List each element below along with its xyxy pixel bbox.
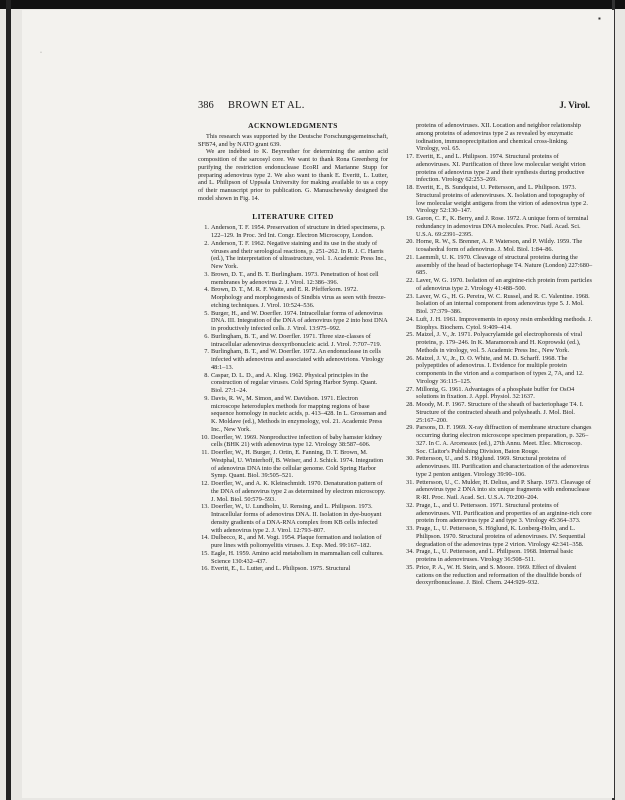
reference-item bbox=[403, 331, 593, 354]
reference-number: 30. bbox=[406, 455, 414, 463]
reference-item bbox=[198, 224, 388, 240]
reference-text: Caspar, D. L. D., and A. Klug. 1962. Physical principles in the construction of regular viruses. Cold Spring Harbor Symp. Quant. Biol. 27:1–24. bbox=[211, 371, 378, 394]
ack-paragraph-2: We are indebted to K. Beyreuther for determining the amino acid composition of the sarcosyl core. We want to thank Rona Greenberg for purifying the restriction endonuclease EcoRI and Marianne Stupp for preparing adenovirus type 2. We also want to thank E. Everitt, L. Lutter, and L. Philipson of Uppsala University for making available to us a copy of their manuscript prior to publication. G. Manuschewsky designed the model shown in Fig. 14. bbox=[198, 148, 388, 202]
reference-text: Everitt, E., and L. Philipson. 1974. Structural proteins of adenoviruses. XI. Purification of three low molecular weight virion proteins of adenovirus type 2 and their synthesis during productive infection. Virology 62:253–269. bbox=[416, 153, 586, 184]
reference-item bbox=[198, 348, 388, 371]
reference-item bbox=[198, 286, 388, 309]
reference-item bbox=[198, 395, 388, 434]
reference-item bbox=[403, 564, 593, 587]
reference-item bbox=[198, 550, 388, 566]
reference-item bbox=[198, 480, 388, 503]
reference-item bbox=[403, 293, 593, 316]
reference-text: Burlingham, B. T., and W. Doerfler. 1972. An endonuclease in cells infected with adenovirus and associated with adenovirions. Virology 48:1–13. bbox=[211, 348, 384, 371]
reference-text: Prage, L., and U. Pettersson. 1971. Structural proteins of adenoviruses. VII. Purification and properties of an arginine-rich core protein from adenovirus type 2 and type 3. Virology 45:364–373. bbox=[416, 501, 592, 525]
reference-text: Doerfler, W., and A. K. Kleinschmidt. 1970. Denaturation pattern of the DNA of adenovirus type 2 as determined by electron microscopy. J. Mol. Biol. 50:579–593. bbox=[211, 480, 386, 503]
reference-text: Luft, J. H. 1961. Improvements in epoxy resin embedding methods. J. Biophys. Biochem. Cytol. 9:409–414. bbox=[416, 315, 593, 331]
reference-list-left bbox=[198, 224, 388, 573]
reference-continuation: proteins of adenoviruses. XII. Location and neighbor relationship among proteins of adenovirus type 2 as revealed by enzymatic iodination, immunoprecipitation and chemical cross-linking. Virology, vol. 65. bbox=[416, 122, 581, 153]
reference-number: 28. bbox=[406, 401, 414, 408]
reference-number: 31. bbox=[406, 478, 414, 486]
reference-item bbox=[198, 449, 388, 480]
right-column bbox=[403, 122, 593, 587]
reference-text: Laver, W. G. 1970. Isolation of an arginine-rich protein from particles of adenovirus type 2. Virology 41:488–500. bbox=[416, 277, 592, 292]
reference-text: Brown, D. T., and B. T. Burlingham. 1973. Penetration of host cell membranes by adenovirus 2. J. Virol. 12:386–396. bbox=[211, 270, 379, 286]
reference-number: 22. bbox=[406, 277, 414, 284]
reference-text: Doerfler, W., U. Lundholm, U. Rensing, and L. Philipson. 1973. Intracellular forms of adenovirus DNA. II. Isolation in dye-buoyant density gradients of a DNA-RNA complex from KB cells infected with adenovirus type 2. J. Virol. 12:793–807. bbox=[211, 503, 382, 534]
reference-number: 25. bbox=[406, 331, 414, 339]
reference-item bbox=[198, 434, 388, 450]
reference-text: Moody, M. F. 1967. Structure of the sheath of bacteriophage T4. I. Structure of the contracted sheath and polysheath. J. Mol. Biol. 25:167–200. bbox=[416, 401, 584, 424]
reference-item bbox=[403, 479, 593, 502]
reference-number: 32. bbox=[406, 501, 414, 509]
reference-item bbox=[403, 455, 593, 478]
reference-item bbox=[403, 153, 593, 184]
reference-text: Eagle, H. 1959. Amino acid metabolism in mammalian cell cultures. Science 130:432–437. bbox=[211, 549, 384, 565]
reference-number: 21. bbox=[406, 253, 414, 261]
reference-item bbox=[198, 310, 388, 333]
reference-number: 16. bbox=[201, 565, 209, 573]
reference-number: 4. bbox=[204, 286, 209, 294]
reference-number: 27. bbox=[406, 385, 414, 393]
reference-number: 33. bbox=[406, 525, 414, 532]
reference-item bbox=[198, 240, 388, 271]
reference-item bbox=[403, 215, 593, 238]
reference-item bbox=[403, 277, 593, 293]
reference-list-right bbox=[403, 153, 593, 587]
page-header bbox=[198, 100, 590, 114]
reference-text: Burger, H., and W. Doerfler. 1974. Intracellular forms of adenovirus DNA. III. Integration of the DNA of adenovirus type 2 into host DNA in productively infected cells. J. Virol. 13:975–992. bbox=[211, 309, 388, 332]
reference-number: 8. bbox=[204, 371, 209, 379]
reference-text: Prage, L., U. Pettersson, S. Höglund, K. Lonberg-Holm, and L. Philipson. 1970. Structural proteins of adenoviruses. IV. Sequential degradation of the adenovirus type 2 virion. Virology 42:341–358. bbox=[416, 525, 586, 548]
reference-number: 11. bbox=[201, 449, 209, 456]
corner-mark-top-right: ▪ bbox=[598, 14, 601, 23]
scan-top-edge bbox=[0, 0, 625, 9]
reference-item bbox=[403, 525, 593, 548]
reference-text: Dulbecco, R., and M. Vogt. 1954. Plaque formation and isolation of pure lines with poliomyelitis viruses. J. Exp. Med. 99:167–182. bbox=[211, 534, 382, 549]
reference-item bbox=[403, 548, 593, 564]
reference-item bbox=[198, 534, 388, 550]
reference-number: 20. bbox=[406, 238, 414, 246]
reference-text: Horne, R. W., S. Brenner, A. P. Waterson, and P. Wildy. 1959. The icosahedral form of adenovirus. J. Mol. Biol. 1:84–86. bbox=[416, 238, 583, 253]
reference-number: 35. bbox=[406, 563, 414, 571]
running-head-authors: BROWN ET AL. bbox=[228, 100, 305, 111]
reference-text: Doerfler, W., H. Burger, J. Ortin, E. Fanning, D. T. Brown, M. Westphal, U. Winterhoff, B. Weiser, and J. Schick. 1974. Integration of adenovirus DNA into the cellular genome. Cold Spring Harbor Symp. Quant. Biol. 39:505–521. bbox=[211, 449, 384, 480]
ack-paragraph-1: This research was supported by the Deutsche Forschungsgemeinschaft, SFB74, and by NATO grant 639. bbox=[198, 132, 388, 148]
reference-number: 19. bbox=[406, 215, 414, 222]
reference-item bbox=[403, 238, 593, 254]
reference-number: 6. bbox=[204, 332, 209, 340]
reference-number: 34. bbox=[406, 548, 414, 556]
reference-text: Laver, W. G., H. G. Pereira, W. C. Russel, and R. C. Valentine. 1968. Isolation of an internal component from adenovirus type 5. J. Mol. Biol. 37:379–386. bbox=[416, 292, 590, 315]
reference-text: Anderson, T. F. 1962. Negative staining and its use in the study of viruses and their serological reactions, p. 251–262. In R. J. C. Harris (ed.), The interpretation of ultrastructure, vol. 1. Academic Press Inc., New York. bbox=[211, 239, 387, 270]
reference-item bbox=[198, 565, 388, 573]
reference-text: Prage, L., U. Pettersson, and L. Philipson. 1968. Internal basic proteins in adenoviruses. Virology 36:508–511. bbox=[416, 548, 574, 563]
acknowledgments-title: ACKNOWLEDGMENTS bbox=[248, 121, 338, 130]
reference-number: 24. bbox=[406, 315, 414, 323]
left-column bbox=[198, 122, 388, 573]
reference-number: 5. bbox=[204, 309, 209, 317]
reference-number: 23. bbox=[406, 292, 414, 300]
reference-text: Anderson, T. F. 1954. Preservation of structure in dried specimens, p. 122–129. In Proc. 3rd Int. Congr. Electron Microscopy, London. bbox=[211, 224, 386, 239]
reference-text: Doerfler, W. 1969. Nonproductive infection of baby hamster kidney cells (BHK 21) with adenovirus type 12. Virology 38:587–606. bbox=[211, 433, 382, 449]
reference-text: Parsons, D. F. 1969. X-ray diffraction of membrane structure changes occurring during electron microscope specimen preparation, p. 326–327. In C. A. Arceneaux (ed.), 27th Annu. Meet. Elec. Microscop. Soc. Claitor's Publishing Division, Baton Rouge. bbox=[416, 424, 592, 455]
speck-top-left: · bbox=[40, 50, 42, 56]
reference-text: Maizel, J. V., Jr. 1971. Polyacrylamide gel electrophoresis of viral proteins, p. 179–246. In K. Maramorosh and H. Koprowski (ed.), Methods in virology, vol. 5. Academic Press Inc., New York. bbox=[416, 331, 583, 354]
reference-item bbox=[198, 333, 388, 349]
reference-item bbox=[403, 184, 593, 215]
journal-name: J. Virol. bbox=[559, 100, 590, 110]
reference-number: 3. bbox=[204, 270, 209, 278]
reference-number: 13. bbox=[201, 503, 209, 511]
reference-number: 14. bbox=[201, 534, 209, 542]
reference-item bbox=[403, 355, 593, 386]
reference-number: 17. bbox=[406, 153, 414, 160]
reference-item bbox=[198, 372, 388, 395]
reference-text: Pettersson, U., and S. Höglund. 1969. Structural proteins of adenoviruses. III. Purification and characterization of the adenovirus type 2 penton antigen. Virology 39:90–106. bbox=[416, 455, 589, 478]
reference-item bbox=[403, 386, 593, 402]
literature-title: LITERATURE CITED bbox=[252, 211, 334, 221]
reference-text: Maizel, J. V., Jr., D. O. White, and M. D. Scharff. 1968. The polypeptides of adenovirus. I. Evidence for multiple protein components in the virion and a comparison of types 2, 7A, and 12. Virology 36:115–125. bbox=[416, 354, 584, 385]
reference-number: 10. bbox=[201, 433, 209, 441]
reference-text: Brown, D. T., M. R. F. Waite, and E. R. Pfefferkorn. 1972. Morphology and morphogenesis of Sindbis virus as seen with freeze-etching techniques. J. Virol. 10:524–536. bbox=[211, 286, 386, 309]
reference-item bbox=[403, 502, 593, 525]
reference-text: Everitt, E., B. Sundquist, U. Pettersson, and L. Philipson. 1973. Structural proteins of adenoviruses. X. Isolation and topography of low molecular weight antigens from the virion of adenovirus type 2. Virology 52:130–147. bbox=[416, 184, 588, 215]
reference-item bbox=[403, 401, 593, 424]
reference-number: 26. bbox=[406, 354, 414, 362]
reference-item bbox=[403, 254, 593, 277]
reference-item bbox=[403, 424, 593, 455]
reference-text: Pettersson, U., C. Mulder, H. Delius, and P. Sharp. 1973. Cleavage of adenovirus type 2 DNA into six unique fragments with endonuclease R·RI. Proc. Natl. Acad. Sci. U.S.A. 70:200–204. bbox=[416, 478, 591, 501]
reference-number: 15. bbox=[201, 549, 209, 557]
reference-number: 1. bbox=[204, 224, 209, 232]
reference-item bbox=[198, 271, 388, 287]
reference-text: Garon, C. F., K. Berry, and J. Rose. 1972. A unique form of terminal redundancy in adenovirus DNA molecules. Proc. Natl. Acad. Sci. U.S.A. 69:2391–2395. bbox=[416, 215, 589, 238]
reference-text: Davis, R. W., M. Simon, and W. Davidson. 1971. Electron microscope heteroduplex methods for mapping regions of base sequence homology in nucleic acids, p. 413–428. In L. Grossman and K. Moldave (ed.), Methods in enzymology, vol. 21. Academic Press Inc., New York. bbox=[211, 394, 387, 433]
reference-number: 12. bbox=[201, 480, 209, 487]
reference-number: 7. bbox=[204, 348, 209, 356]
reference-number: 2. bbox=[204, 239, 209, 247]
reference-text: Price, P. A., W. H. Stein, and S. Moore. 1969. Effect of divalent cations on the reduction and reformation of the disulfide bonds of deoxyribonuclease. J. Biol. Chem. 244:929–932. bbox=[416, 563, 582, 587]
scan-left-edge bbox=[6, 0, 11, 800]
reference-item bbox=[403, 316, 593, 332]
reference-number: 9. bbox=[204, 394, 209, 402]
reference-text: Laemmli, U. K. 1970. Cleavage of structural proteins during the assembly of the head of bacteriophage T4. Nature (London) 227:680–685. bbox=[416, 253, 593, 277]
reference-number: 29. bbox=[406, 424, 414, 432]
reference-number: 18. bbox=[406, 184, 414, 191]
reference-text: Everitt, E., L. Lutter, and L. Philipson. 1975. Structural bbox=[211, 565, 351, 573]
reference-text: Millonig, G. 1961. Advantages of a phosphate buffer for OsO4 solutions in fixation. J. Appl. Physiol. 32:1637. bbox=[416, 385, 575, 401]
reference-text: Burlingham, B. T., and W. Doerfler. 1971. Three size-classes of intracellular adenovirus deoxyribonucleic acid. J. Virol. 7:707–719. bbox=[211, 332, 382, 348]
page-number: 386 bbox=[198, 100, 214, 111]
reference-item bbox=[198, 503, 388, 534]
